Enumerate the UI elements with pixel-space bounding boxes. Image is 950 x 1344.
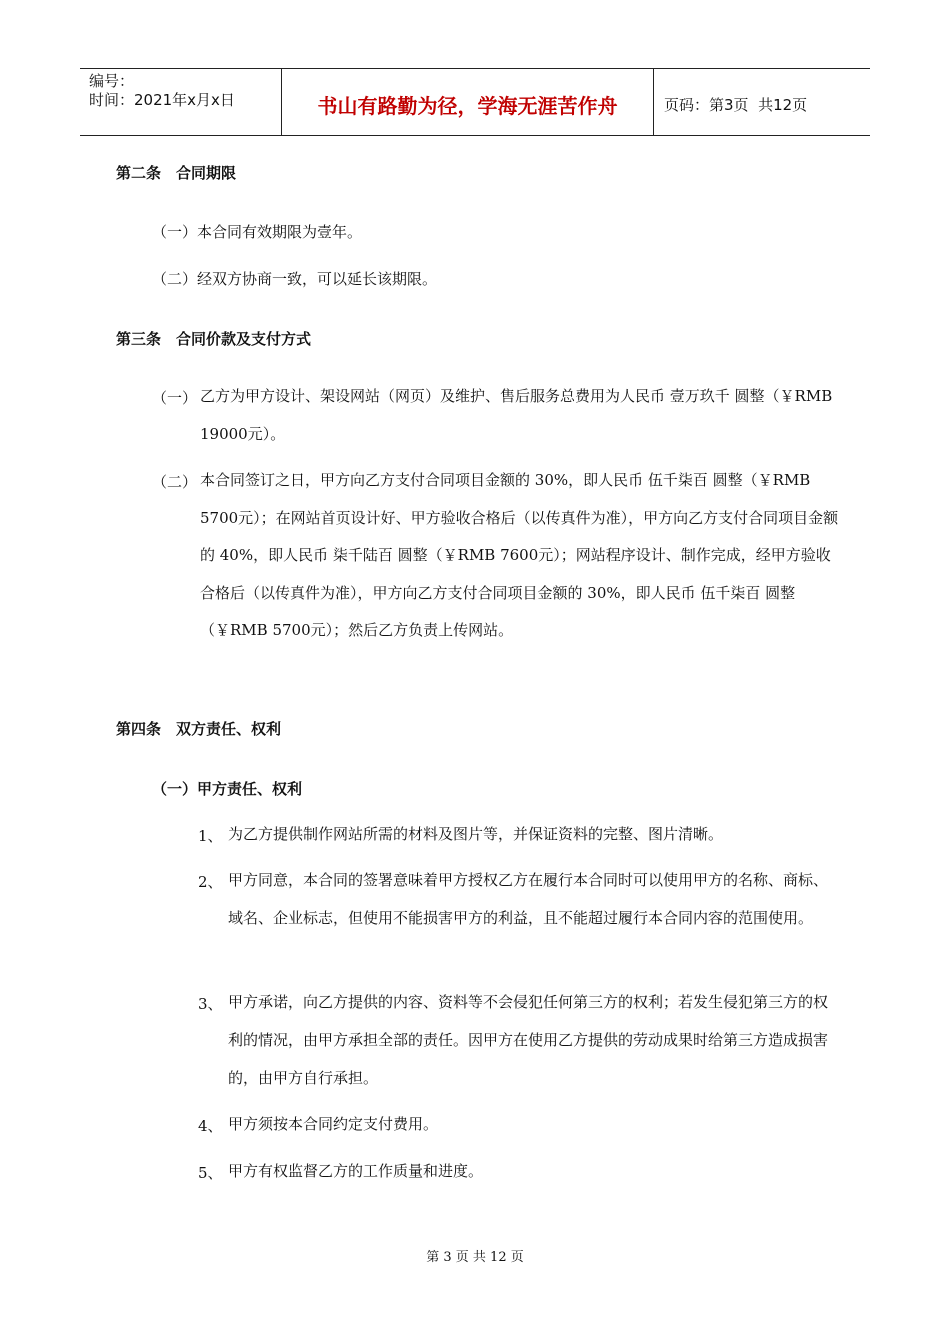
section-3-para-1-marker: （一） bbox=[152, 389, 198, 407]
list-item-5-number: 5、 bbox=[198, 1164, 223, 1182]
section-3-para-2-marker: （二） bbox=[152, 473, 198, 491]
code-label: 编号： bbox=[89, 72, 135, 90]
list-item-5: 甲方有权监督乙方的工作质量和进度。 bbox=[228, 1162, 484, 1180]
list-item-2-number: 2、 bbox=[198, 873, 223, 891]
list-item-1-number: 1、 bbox=[198, 827, 223, 845]
header-meta bbox=[80, 69, 282, 135]
section-4-sub-1: （一）甲方责任、权利 bbox=[152, 780, 303, 798]
list-item-4: 甲方须按本合同约定支付费用。 bbox=[228, 1115, 439, 1133]
section-4-title: 第四条 双方责任、权利 bbox=[116, 720, 282, 738]
section-2-para-1: （一）本合同有效期限为壹年。 bbox=[152, 223, 363, 241]
list-item-4-number: 4、 bbox=[198, 1117, 223, 1135]
list-item-3-number: 3、 bbox=[198, 995, 223, 1013]
page-info-text: 页码：第3页 共12页 bbox=[664, 95, 808, 114]
header-page-info bbox=[654, 69, 870, 135]
section-3-para-1: 乙方为甲方设计、架设网站（网页）及维护、售后服务总费用为人民币 壹万玖千 圆整（￥RMB 19000元）。 bbox=[200, 387, 833, 443]
time-label: 时间：2021年x月x日 bbox=[89, 91, 235, 109]
page-footer: 第 3 页 共 12 页 bbox=[426, 1250, 524, 1265]
list-item-3: 甲方承诺，向乙方提供的内容、资料等不会侵犯任何第三方的权利；若发生侵犯第三方的权利的情况，由甲方承担全部的责任。因甲方在使用乙方提供的劳动成果时给第三方造成损害的，由甲方自行承担。 bbox=[228, 993, 829, 1087]
section-2-para-2: （二）经双方协商一致，可以延长该期限。 bbox=[152, 270, 438, 288]
list-item-2: 甲方同意，本合同的签署意味着甲方授权乙方在履行本合同时可以使用甲方的名称、商标、域名、企业标志，但使用不能损害甲方的利益，且不能超过履行本合同内容的范围使用。 bbox=[228, 871, 829, 927]
list-item-1: 为乙方提供制作网站所需的材料及图片等，并保证资料的完整、图片清晰。 bbox=[228, 825, 724, 843]
page-header bbox=[80, 68, 870, 136]
section-3-title: 第三条 合同价款及支付方式 bbox=[116, 330, 312, 348]
header-motto: 书山有路勤为径，学海无涯苦作舟 bbox=[282, 69, 654, 135]
section-2-title: 第二条 合同期限 bbox=[116, 164, 237, 182]
section-3-para-2: 本合同签订之日，甲方向乙方支付合同项目金额的 30%，即人民币 伍千柒百 圆整（￥RMB 5700元）；在网站首页设计好、甲方验收合格后（以传真件为准），甲方向乙方支付合同项目金额的 40%，即人民币 柒千陆百 圆整（￥RMB 7600元）；网站程序设计、制作完成，经甲方验收合格后（以传真件为准），甲方向乙方支付合同项目金额的 30%，即人民币 伍千柒百 圆整（￥RMB 5700元）；然后乙方负责上传网站。 bbox=[200, 471, 839, 639]
